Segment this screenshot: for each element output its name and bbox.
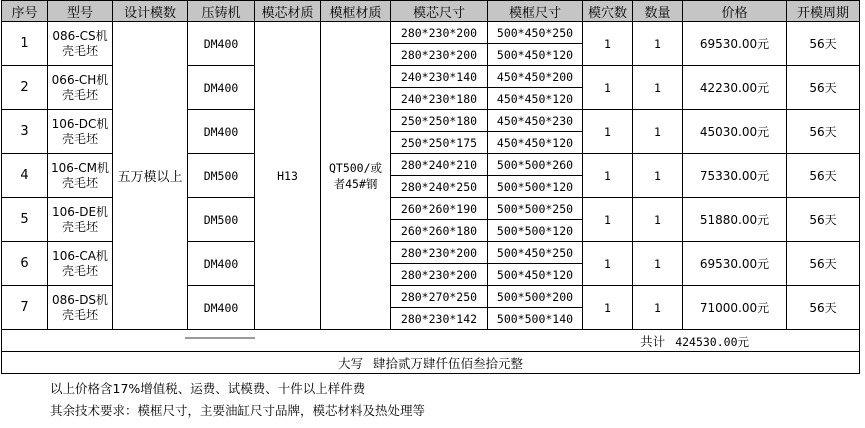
row-machine: DM500 <box>188 154 255 198</box>
row-cycle: 56天 <box>787 110 860 154</box>
row-number: 1 <box>2 22 48 66</box>
row-cycle: 56天 <box>787 22 860 66</box>
row-model <box>48 22 113 66</box>
header-frame-material: 模框材质 <box>321 1 391 22</box>
core-size: 280*240*210 <box>391 154 488 176</box>
row-qty: 1 <box>633 22 683 66</box>
row-model-text: 106-DC机 壳毛坯 <box>51 116 109 146</box>
total-label: 共计 <box>640 333 666 349</box>
frame-material-text: QT500/或 者45#钢 <box>328 160 383 191</box>
frame-material <box>321 22 391 330</box>
row-number: 5 <box>2 198 48 242</box>
header-no: 序号 <box>2 1 48 22</box>
header-design-count: 设计模数 <box>113 1 188 22</box>
row-model <box>48 66 113 110</box>
row-machine: DM400 <box>188 286 255 330</box>
row-model-text: 086-DS机 壳毛坯 <box>51 292 109 322</box>
capital-cell <box>2 352 860 374</box>
frame-size: 500*500*120 <box>488 176 583 198</box>
row-machine: DM400 <box>188 242 255 286</box>
row-price: 69530.00元 <box>683 242 787 286</box>
core-size: 280*240*250 <box>391 176 488 198</box>
header-core-size: 模芯尺寸 <box>391 1 488 22</box>
frame-size: 450*450*230 <box>488 110 583 132</box>
row-machine: DM400 <box>188 110 255 154</box>
core-material: H13 <box>255 22 321 330</box>
row-number: 3 <box>2 110 48 154</box>
core-size: 280*230*200 <box>391 242 488 264</box>
core-size: 280*270*250 <box>391 286 488 308</box>
row-number: 6 <box>2 242 48 286</box>
row-number: 2 <box>2 66 48 110</box>
row-price: 51880.00元 <box>683 198 787 242</box>
smudge-mark <box>185 337 255 339</box>
core-size: 240*230*140 <box>391 66 488 88</box>
frame-size: 500*500*250 <box>488 198 583 220</box>
notes <box>50 378 425 422</box>
row-qty: 1 <box>633 66 683 110</box>
row-cycle: 56天 <box>787 198 860 242</box>
row-model-text: 106-CA机 壳毛坯 <box>52 248 108 278</box>
capital-value: 肆拾贰万肆仟伍佰叁拾元整 <box>373 355 524 371</box>
total-cell <box>2 330 860 352</box>
row-machine: DM400 <box>188 22 255 66</box>
row-model-text: 106-CM机 壳毛坯 <box>51 160 109 190</box>
row-number: 7 <box>2 286 48 330</box>
capital-label: 大写 <box>337 355 363 371</box>
row-model-text: 106-DE机 壳毛坯 <box>51 204 109 234</box>
row-model-text: 066-CH机 壳毛坯 <box>51 72 109 102</box>
row-machine: DM500 <box>188 198 255 242</box>
header-cycle: 开模周期 <box>787 1 860 22</box>
row-model-text: 086-CS机 壳毛坯 <box>52 28 108 58</box>
row-model <box>48 242 113 286</box>
row-cycle: 56天 <box>787 286 860 330</box>
row-qty: 1 <box>633 110 683 154</box>
core-size: 280*230*200 <box>391 22 488 44</box>
row-cavities: 1 <box>583 22 633 66</box>
frame-size: 500*450*250 <box>488 22 583 44</box>
row-cavities: 1 <box>583 242 633 286</box>
total-value: 424530.00元 <box>675 334 749 349</box>
row-qty: 1 <box>633 154 683 198</box>
capital-row <box>2 352 860 374</box>
table-row <box>2 22 860 44</box>
total-row <box>2 330 860 352</box>
row-price: 71000.00元 <box>683 286 787 330</box>
row-price: 75330.00元 <box>683 154 787 198</box>
core-size: 260*260*190 <box>391 198 488 220</box>
row-cavities: 1 <box>583 286 633 330</box>
row-cavities: 1 <box>583 66 633 110</box>
header-core-material: 模芯材质 <box>255 1 321 22</box>
table-header <box>2 1 860 22</box>
table-body <box>2 22 860 374</box>
frame-size: 500*500*120 <box>488 220 583 242</box>
row-qty: 1 <box>633 286 683 330</box>
core-size: 250*250*180 <box>391 110 488 132</box>
header-frame-size: 模框尺寸 <box>488 1 583 22</box>
frame-size: 500*450*120 <box>488 44 583 66</box>
row-qty: 1 <box>633 242 683 286</box>
frame-size: 500*500*140 <box>488 308 583 330</box>
row-cavities: 1 <box>583 110 633 154</box>
row-cavities: 1 <box>583 154 633 198</box>
header-price: 价格 <box>683 1 787 22</box>
row-model <box>48 198 113 242</box>
row-price: 45030.00元 <box>683 110 787 154</box>
row-price: 42230.00元 <box>683 66 787 110</box>
core-size: 250*250*175 <box>391 132 488 154</box>
header-machine: 压铸机 <box>188 1 255 22</box>
row-model <box>48 286 113 330</box>
frame-size: 450*450*200 <box>488 66 583 88</box>
row-price: 69530.00元 <box>683 22 787 66</box>
note-line-tech: 其余技术要求：模框尺寸，主要油缸尺寸品牌，模芯材料及热处理等 <box>50 403 426 418</box>
core-size: 280*230*200 <box>391 44 488 66</box>
frame-size: 450*450*120 <box>488 88 583 110</box>
design-mold-count: 五万模以上 <box>113 22 188 330</box>
core-size: 260*260*180 <box>391 220 488 242</box>
row-qty: 1 <box>633 198 683 242</box>
frame-size: 500*450*250 <box>488 242 583 264</box>
core-size: 240*230*180 <box>391 88 488 110</box>
quotation-table <box>1 0 860 374</box>
header-model: 型号 <box>48 1 113 22</box>
row-model <box>48 154 113 198</box>
row-cycle: 56天 <box>787 66 860 110</box>
frame-size: 450*450*120 <box>488 132 583 154</box>
header-cavities: 模穴数 <box>583 1 633 22</box>
note-line-tax: 以上价格含17%增值税、运费、试模费、十件以上样件费 <box>50 381 366 396</box>
frame-size: 500*450*120 <box>488 264 583 286</box>
row-machine: DM400 <box>188 66 255 110</box>
row-cycle: 56天 <box>787 242 860 286</box>
frame-size: 500*500*200 <box>488 286 583 308</box>
row-cavities: 1 <box>583 198 633 242</box>
core-size: 280*230*142 <box>391 308 488 330</box>
frame-size: 500*500*260 <box>488 154 583 176</box>
core-size: 280*230*200 <box>391 264 488 286</box>
header-qty: 数量 <box>633 1 683 22</box>
row-cycle: 56天 <box>787 154 860 198</box>
row-model <box>48 110 113 154</box>
row-number: 4 <box>2 154 48 198</box>
